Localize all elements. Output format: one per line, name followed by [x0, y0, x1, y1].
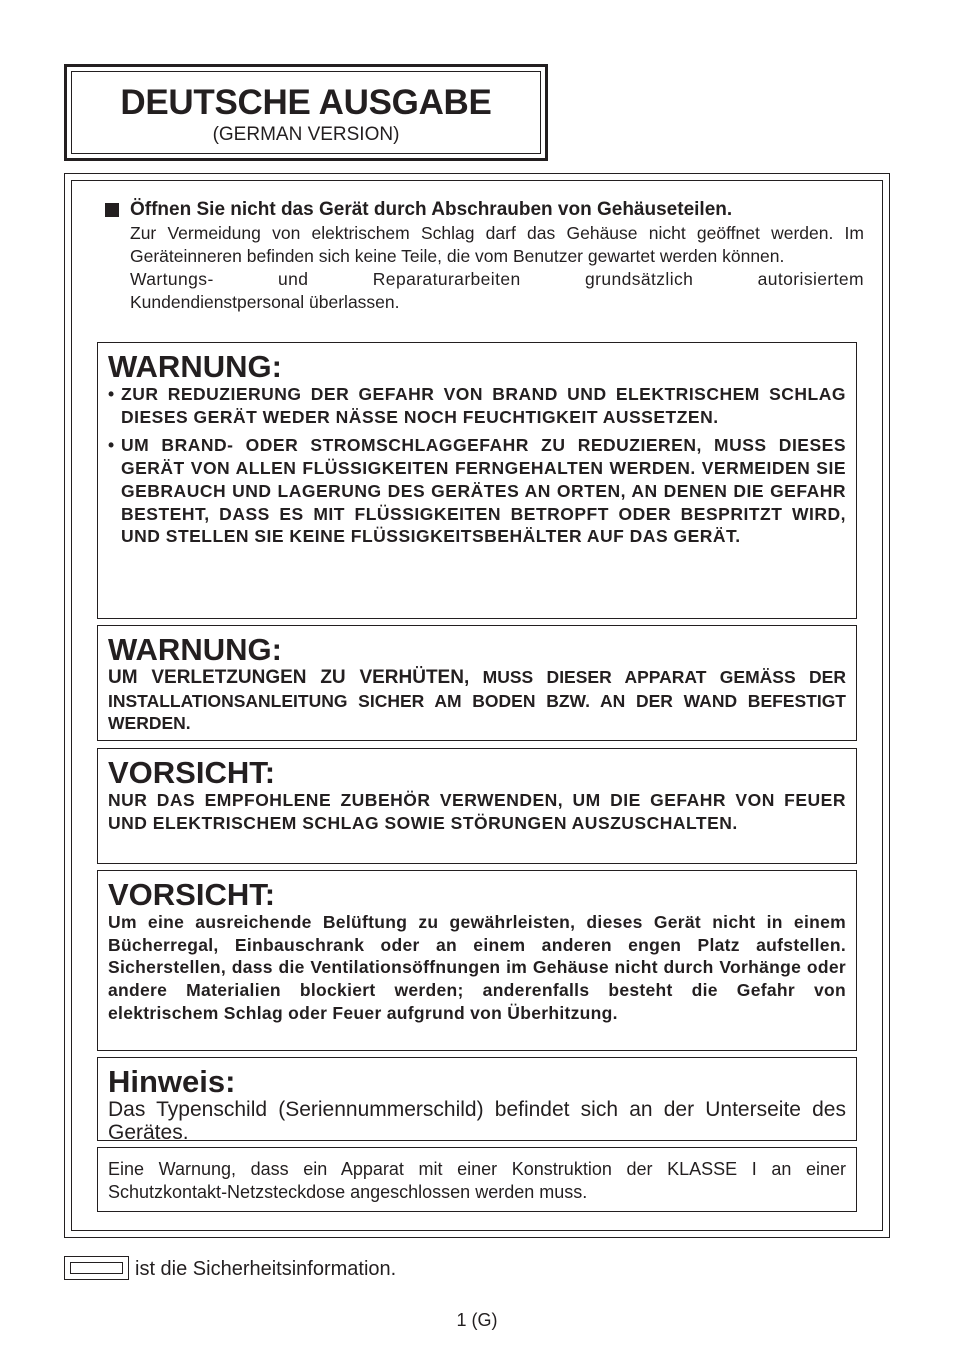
warning-bullet	[108, 434, 846, 548]
page-number: 1 (G)	[456, 1310, 498, 1330]
intro-paragraph: Zur Vermeidung von elektrischem Schlag darf das Gehäuse nicht geöffnet werden. Im Geräteinneren befinden sich keine Teile, die vom Benutzer gewartet werden können.	[130, 223, 864, 266]
note-text: Das Typenschild (Seriennummerschild) befindet sich an der Unterseite des Gerätes.	[108, 1098, 846, 1144]
page-title: DEUTSCHE AUSGABE	[120, 83, 492, 122]
intro-heading-text: Öffnen Sie nicht das Gerät durch Abschrauben von Gehäuseteilen.	[130, 199, 733, 220]
intro-paragraph-line: Wartungs- und Reparaturarbeiten grundsätzlich autorisiertem	[130, 269, 864, 289]
warning-text-rest: MUSS DIESER APPARAT GEMÄSS DER INSTALLATIONSANLEITUNG SICHER AM BODEN BZW. AN DER WAND BEFESTIGT WERDEN.	[108, 667, 846, 734]
warning-bullet-text: UM BRAND- ODER STROMSCHLAGGEFAHR ZU REDUZIEREN, MUSS DIESES GERÄT VON ALLEN FLÜSSIGKEITEN FERNGEHALTEN WERDEN. VERMEIDEN SIE GEBRAUCH UND LAGERUNG DES GERÄTES AN ORTEN, AN DENEN DIE GEFAHR BESTEHT, DASS ES MIT FLÜSSIGKEITEN BETROPFT ODER BESPRITZT WIRD, UND STELLEN SIE KEINE FLÜSSIGKEITSBEHÄLTER AUF DAS GERÄT.	[121, 435, 846, 547]
safety-info-legend: ist die Sicherheitsinformation.	[135, 1258, 397, 1280]
bullet-dot-icon: •	[108, 384, 115, 404]
caution-box-ventilation	[97, 870, 857, 1051]
caution-heading: VORSICHT:	[108, 755, 276, 790]
class1-notice-box	[97, 1147, 857, 1212]
warning-box-mounting	[97, 625, 857, 741]
caution-text: NUR DAS EMPFOHLENE ZUBEHÖR VERWENDEN, UM DIE GEFAHR VON FEUER UND ELEKTRISCHEM SCHLAG SOWIE STÖRUNGEN AUSZUSCHALTEN.	[108, 790, 846, 833]
warning-bullet-text: ZUR REDUZIERUNG DER GEFAHR VON BRAND UND ELEKTRISCHEM SCHLAG DIESES GERÄT WEDER NÄSSE NOCH FEUCHTIGKEIT AUSSETZEN.	[121, 384, 846, 427]
title-inner-frame	[71, 71, 541, 154]
warning-box-fire	[97, 342, 857, 619]
page-subtitle: (GERMAN VERSION)	[212, 124, 400, 145]
intro-section	[104, 198, 864, 314]
warning-text	[108, 666, 846, 735]
safety-info-symbol-inner	[70, 1262, 123, 1274]
bullet-dot-icon: •	[108, 435, 115, 456]
intro-heading	[104, 198, 864, 222]
warning-heading: WARNUNG:	[108, 632, 282, 667]
warning-text-lead: UM VERLETZUNGEN ZU VERHÜTEN,	[108, 667, 470, 688]
safety-info-symbol	[64, 1256, 129, 1280]
warning-bullet	[108, 383, 846, 428]
square-bullet-icon	[105, 203, 119, 217]
note-heading: Hinweis:	[108, 1064, 236, 1099]
caution-box-accessories	[97, 748, 857, 864]
caution-text: Um eine ausreichende Belüftung zu gewährleisten, dieses Gerät nicht in einem Bücherregal, Einbauschrank oder an einem anderen engen Platz aufstellen. Sicherstellen, dass die Ventilationsöffnungen im Gehäuse nicht durch Vorhänge oder andere Materialien blockiert werden; anderenfalls besteht die Gefahr von elektrischem Schlag oder Feuer aufgrund von Überhitzung.	[108, 912, 846, 1023]
title-box	[64, 64, 548, 161]
caution-heading: VORSICHT:	[108, 877, 276, 912]
warning-heading: WARNUNG:	[108, 349, 282, 384]
intro-paragraph-line: Kundendienstpersonal überlassen.	[130, 292, 400, 312]
class1-notice-text: Eine Warnung, dass ein Apparat mit einer Konstruktion der KLASSE I an einer Schutzkontakt-Netzsteckdose angeschlossen werden muss.	[108, 1159, 846, 1202]
note-box	[97, 1057, 857, 1144]
